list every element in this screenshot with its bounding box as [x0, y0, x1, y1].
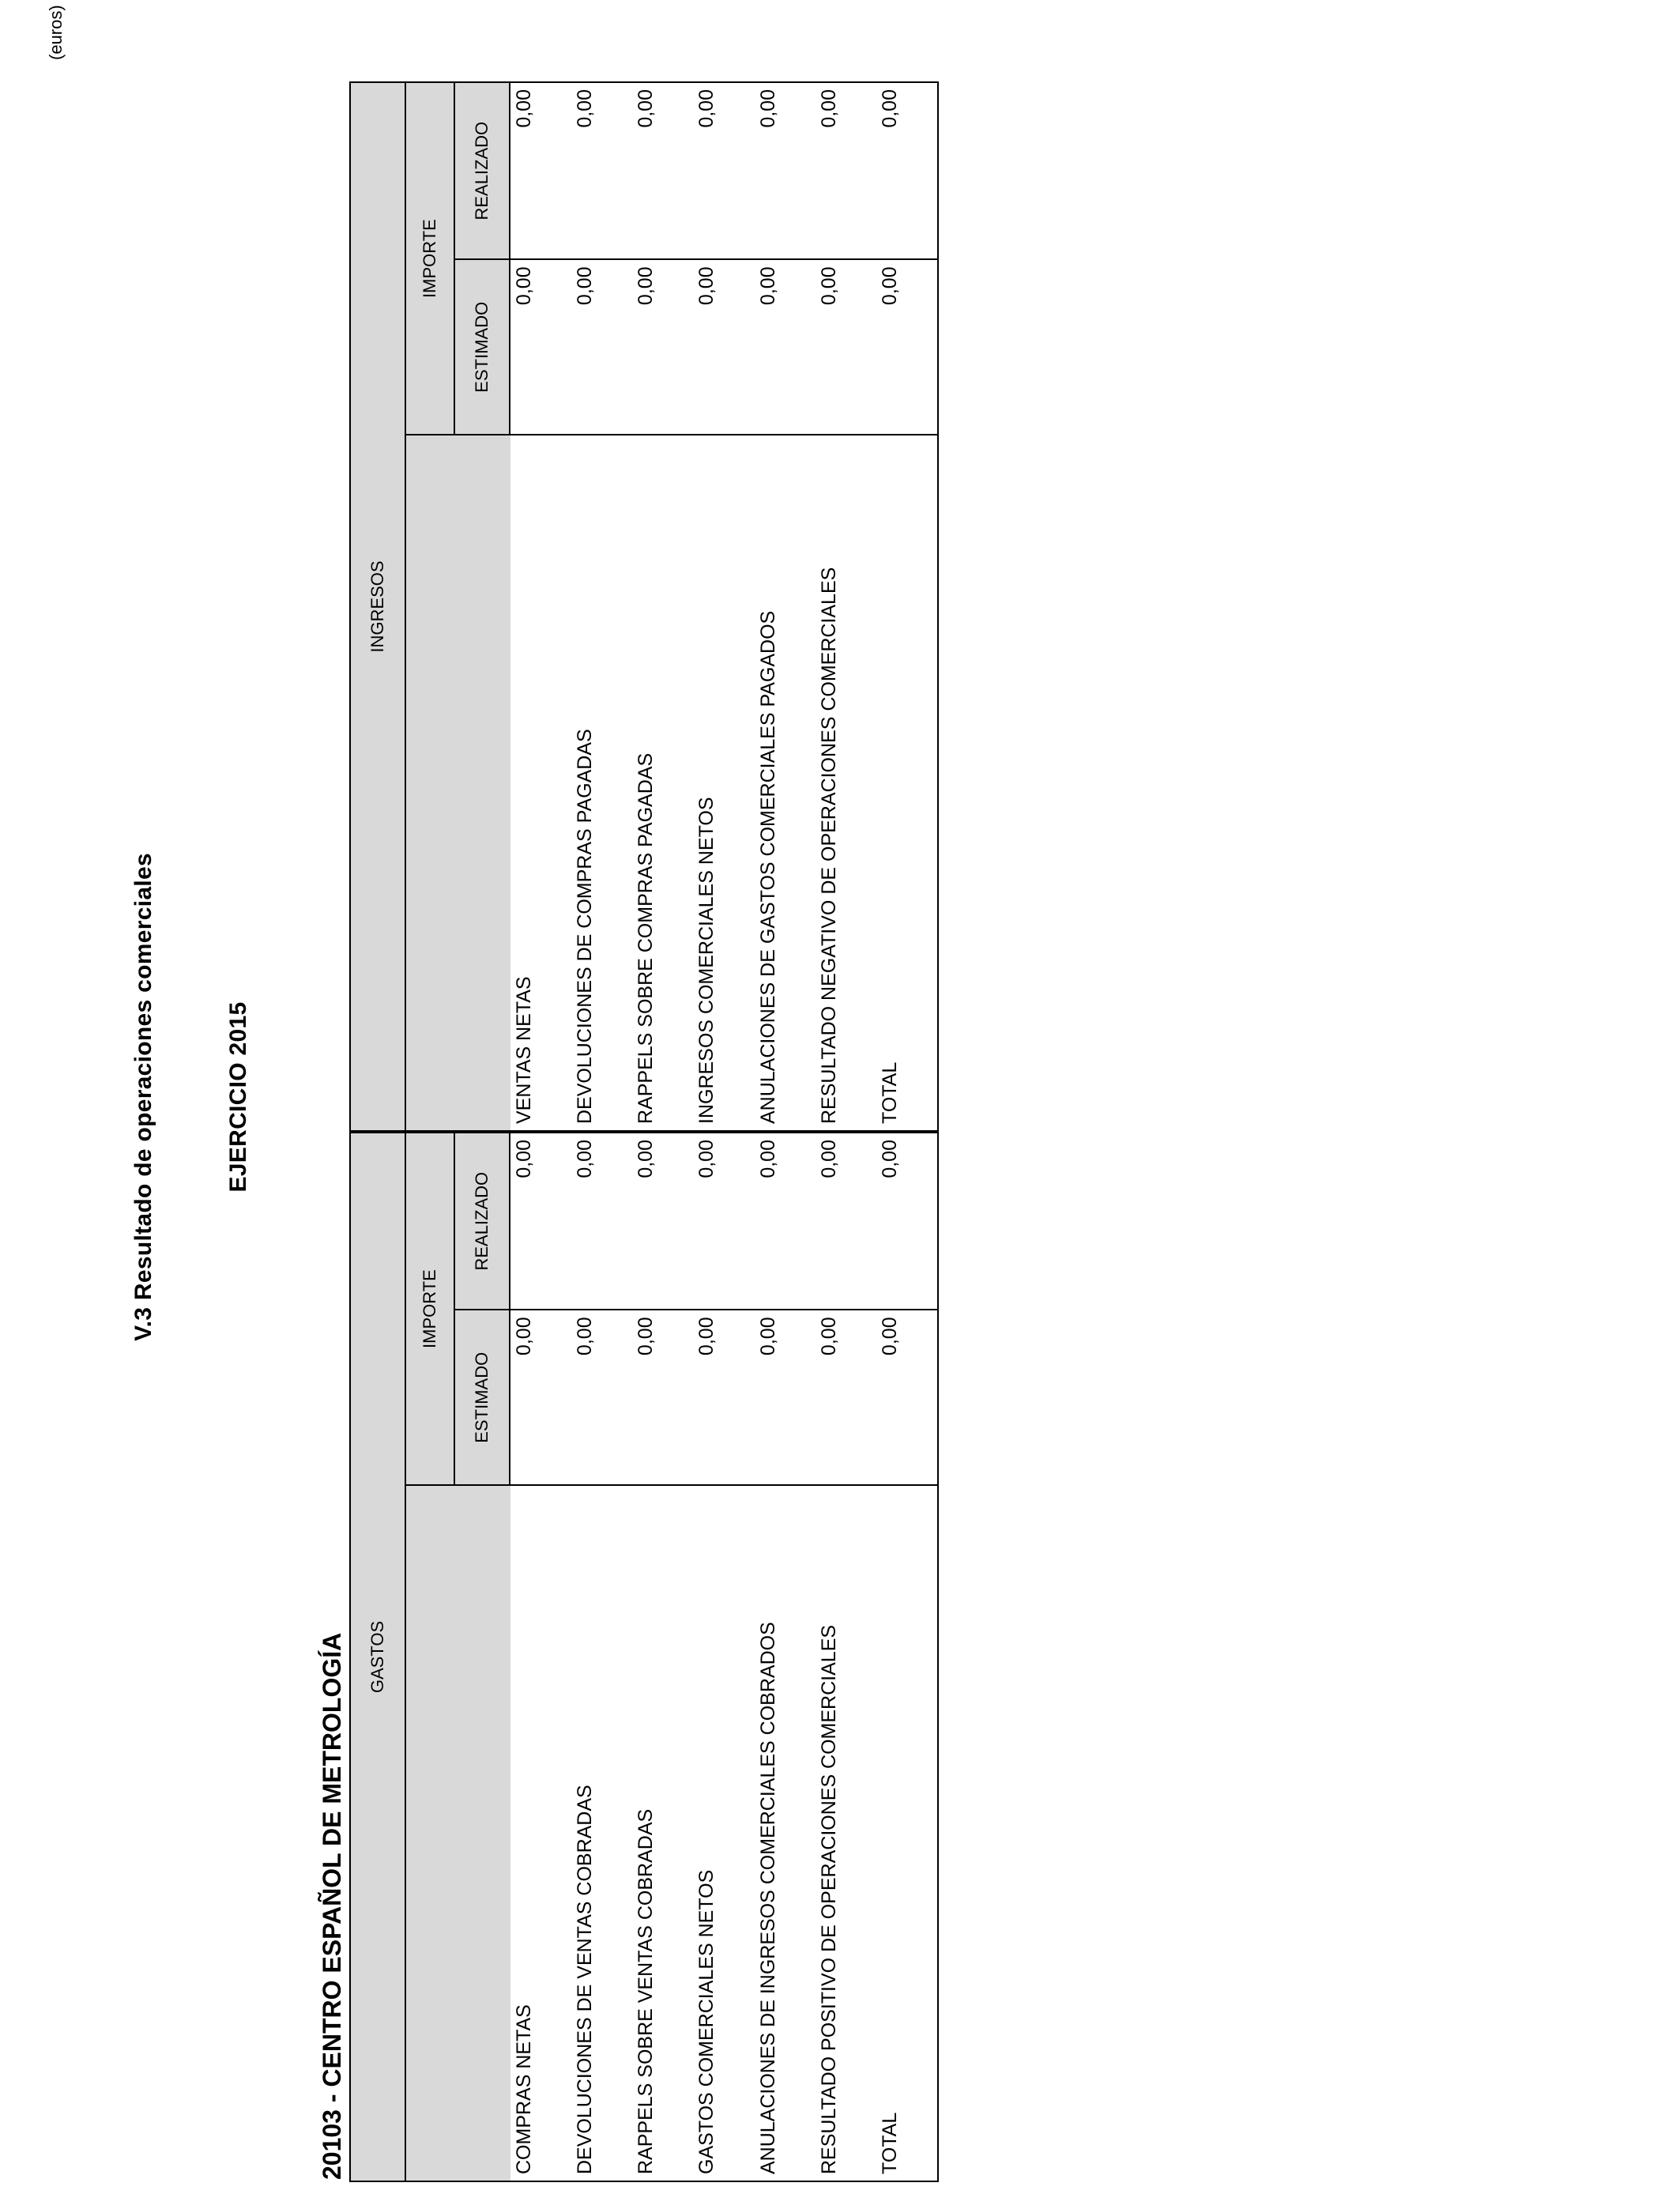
ingresos-row-label: VENTAS NETAS: [510, 434, 571, 1130]
ingresos-row-estimado: 0,00: [571, 258, 632, 434]
ingresos-heading: INGRESOS: [351, 83, 406, 1130]
gastos-row-realizado: 0,00: [756, 1140, 779, 1178]
gastos-row-estimado: 0,00: [693, 1309, 754, 1484]
ingresos-row-realizado: 0,00: [574, 89, 597, 128]
gastos-row-realizado: 0,00: [817, 1140, 840, 1178]
gastos-row-realizado: 0,00: [878, 1140, 901, 1178]
ingresos-estimado-header: ESTIMADO: [455, 258, 510, 434]
gastos-row-realizado: 0,00: [513, 1140, 535, 1178]
gastos-heading: GASTOS: [351, 1133, 406, 2181]
ingresos-row-label: RESULTADO NEGATIVO DE OPERACIONES COMERCIALES: [816, 434, 876, 1130]
ingresos-row-realizado: 0,00: [695, 89, 718, 128]
ingresos-row-label: RAPPELS SOBRE COMPRAS PAGADAS: [632, 434, 693, 1130]
gastos-row-label: COMPRAS NETAS: [510, 1484, 571, 2181]
fiscal-year: EJERCICIO 2015: [225, 1001, 251, 1193]
gastos-row-label: GASTOS COMERCIALES NETOS: [693, 1484, 754, 2181]
ingresos-row-estimado: 0,00: [510, 258, 571, 434]
gastos-row-label: ANULACIONES DE INGRESOS COMERCIALES COBRADOS: [755, 1484, 816, 2181]
ingresos-label-header: [406, 434, 510, 1130]
ingresos-row-label: ANULACIONES DE GASTOS COMERCIALES PAGADOS: [755, 434, 816, 1130]
entity-name: 20103 - CENTRO ESPAÑOL DE METROLOGÍA: [318, 1632, 346, 2180]
gastos-row-estimado: 0,00: [510, 1309, 571, 1484]
gastos-realizado-header: REALIZADO: [455, 1133, 510, 1309]
gastos-row-estimado: 0,00: [571, 1309, 632, 1484]
ingresos-row-estimado: 0,00: [816, 258, 876, 434]
ingresos-row-realizado: 0,00: [878, 89, 901, 128]
gastos-row-realizado: 0,00: [695, 1140, 718, 1178]
gastos-table: [349, 1132, 939, 2182]
ingresos-importe-header: IMPORTE: [406, 83, 455, 434]
gastos-row-realizado: 0,00: [635, 1140, 657, 1178]
currency-unit: (euros): [46, 5, 66, 60]
gastos-estimado-header: ESTIMADO: [455, 1309, 510, 1484]
ingresos-table: [349, 81, 939, 1132]
gastos-row-label: RESULTADO POSITIVO DE OPERACIONES COMERCIALES: [816, 1484, 876, 2181]
document-title: V.3 Resultado de operaciones comerciales: [130, 853, 156, 1341]
ingresos-row-estimado: 0,00: [693, 258, 754, 434]
ingresos-realizado-header: REALIZADO: [455, 83, 510, 258]
gastos-label-header: [406, 1484, 510, 2181]
gastos-row-label: RAPPELS SOBRE VENTAS COBRADAS: [632, 1484, 693, 2181]
ingresos-row-realizado: 0,00: [513, 89, 535, 128]
ingresos-row-realizado: 0,00: [635, 89, 657, 128]
ingresos-row-label: TOTAL: [876, 434, 937, 1130]
ingresos-row-estimado: 0,00: [632, 258, 693, 434]
ingresos-row-label: INGRESOS COMERCIALES NETOS: [693, 434, 754, 1130]
ingresos-row-estimado: 0,00: [755, 258, 816, 434]
gastos-row-label: DEVOLUCIONES DE VENTAS COBRADAS: [571, 1484, 632, 2181]
ingresos-row-estimado: 0,00: [876, 258, 937, 434]
gastos-row-estimado: 0,00: [755, 1309, 816, 1484]
gastos-importe-header: IMPORTE: [406, 1133, 455, 1484]
ingresos-row-realizado: 0,00: [817, 89, 840, 128]
gastos-row-realizado: 0,00: [574, 1140, 597, 1178]
gastos-row-label: TOTAL: [876, 1484, 937, 2181]
ingresos-row-realizado: 0,00: [756, 89, 779, 128]
ingresos-row-label: DEVOLUCIONES DE COMPRAS PAGADAS: [571, 434, 632, 1130]
gastos-row-estimado: 0,00: [816, 1309, 876, 1484]
gastos-row-estimado: 0,00: [876, 1309, 937, 1484]
gastos-row-estimado: 0,00: [632, 1309, 693, 1484]
